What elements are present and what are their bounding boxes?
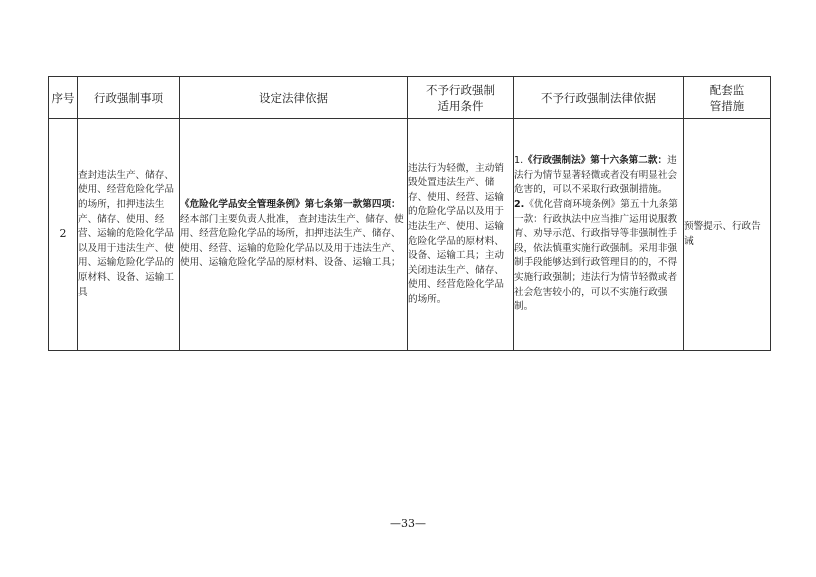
regulation-table bbox=[48, 76, 771, 351]
row-basis bbox=[180, 119, 408, 351]
header-item: 行政强制事项 bbox=[78, 77, 180, 119]
header-measures: 配套监 管措施 bbox=[684, 77, 771, 119]
basis-text: 经本部门主要负责人批准， 查封违法生产、储存、使用、经营危险化学品的场所，扣押违法生产、储存、使用、经营、运输的危险化学品以及用于违法生产、使用、运输危险化学品的原材料、设备、运输工具； bbox=[180, 213, 404, 269]
legal-1-title: 《行政强制法》第十六条第二款： bbox=[523, 155, 668, 167]
legal-2-num: 2. bbox=[514, 199, 525, 211]
header-condition: 不予行政强制 适用条件 bbox=[408, 77, 514, 119]
row-item: 查封违法生产、储存、使用、经营危险化学品的场所，扣押违法生产、储存、使用、经营、运输的危险化学品以及用于违法生产、使用、运输危险化学品的原材料、设备、运输工具 bbox=[78, 119, 180, 351]
table-row bbox=[49, 119, 771, 351]
legal-2-text: 《优化营商环境条例》第五十九条第一款：行政执法中应当推广运用说服教育、劝导示范、行政指导等非强制性手段，依法慎重实施行政强制。采用非强制手段能够达到行政管理目的的，不得实施行政强制；违法行为情节轻微或者社会危害较小的，可以不实施行政强制。 bbox=[514, 199, 678, 313]
legal-1-num: 1. bbox=[514, 155, 524, 167]
row-number: 2 bbox=[49, 119, 78, 351]
page-number: —33— bbox=[390, 517, 426, 530]
row-measures: 预警提示、行政告诫 bbox=[684, 119, 771, 351]
header-basis: 设定法律依据 bbox=[180, 77, 408, 119]
row-condition: 违法行为轻微，主动销毁处置违法生产、储存、使用、经营、运输的危险化学品以及用于违法生产、使用、运输危险化学品的原材料、设备、运输工具；主动关闭违法生产、储存、使用、经营危险化学品的场所。 bbox=[408, 119, 514, 351]
basis-title: 《危险化学品安全管理条例》第七条第一款第四项： bbox=[180, 199, 401, 211]
header-row bbox=[49, 77, 771, 119]
header-legal: 不予行政强制法律依据 bbox=[514, 77, 684, 119]
header-no: 序号 bbox=[49, 77, 78, 119]
legal-1-text: 违法行为情节显著轻微或者没有明显社会危害的，可以不采取行政强制措施。 bbox=[514, 155, 678, 196]
row-legal bbox=[514, 119, 684, 351]
